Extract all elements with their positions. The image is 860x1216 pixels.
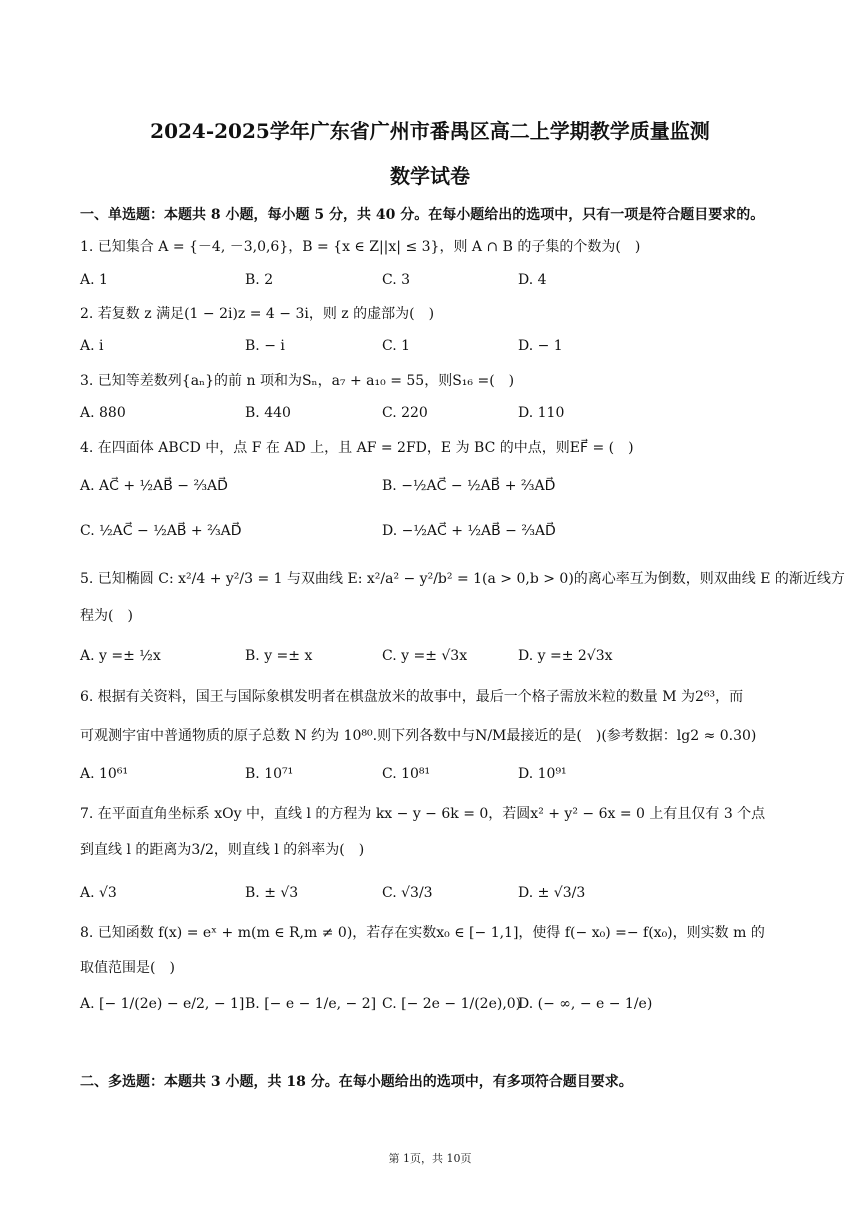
question-7-option-d[interactable]: D. ± √3/3: [518, 885, 586, 901]
question-7-option-a[interactable]: A. √3: [80, 885, 117, 901]
question-4-option-b[interactable]: B. −½AC⃗ − ½AB⃗ + ⅔AD⃗: [382, 478, 556, 494]
question-2-option-b[interactable]: B. − i: [245, 338, 285, 354]
question-3-option-b[interactable]: B. 440: [245, 405, 291, 421]
question-6-option-b[interactable]: B. 10⁷¹: [245, 766, 294, 782]
question-4-option-d[interactable]: D. −½AC⃗ + ½AB⃗ − ⅔AD⃗: [382, 523, 556, 539]
question-8-stem-continued: 取值范围是( ): [80, 960, 175, 976]
question-8-option-b[interactable]: B. [− e − 1/e, − 2]: [245, 996, 377, 1012]
question-7-stem: 7. 在平面直角坐标系 xOy 中，直线 l 的方程为 kx − y − 6k = 0，若圆x² + y² − 6x = 0 上有且仅有 3 个点: [80, 806, 766, 822]
question-8-option-c[interactable]: C. [− 2e − 1/(2e),0): [382, 996, 522, 1012]
question-1-stem: 1. 已知集合 A = {－4, －3,0,6}，B = {x ∈ Z||x| ≤ 3}，则 A ∩ B 的子集的个数为( ): [80, 239, 641, 255]
question-6-option-a[interactable]: A. 10⁶¹: [80, 766, 129, 782]
page-title: 2024-2025学年广东省广州市番禺区高二上学期教学质量监测: [150, 119, 710, 143]
section-heading-single-choice: 一、单选题：本题共 8 小题，每小题 5 分，共 40 分。在每小题给出的选项中，只有一项是符合题目要求的。: [80, 207, 765, 223]
question-4-option-a[interactable]: A. AC⃗ + ½AB⃗ − ⅔AD⃗: [80, 478, 228, 494]
question-5-option-d[interactable]: D. y =± 2√3x: [518, 648, 613, 664]
question-7-option-c[interactable]: C. √3/3: [382, 885, 433, 901]
section-heading-multiple-choice: 二、多选题：本题共 3 小题，共 18 分。在每小题给出的选项中，有多项符合题目要求。: [80, 1074, 633, 1090]
question-3-stem: 3. 已知等差数列{aₙ}的前 n 项和为Sₙ，a₇ + a₁₀ = 55，则S₁₆ =( ): [80, 373, 515, 389]
question-6-stem: 6. 根据有关资料，国王与国际象棋发明者在棋盘放米的故事中，最后一个格子需放米粒的数量 M 为2⁶³，而: [80, 689, 744, 705]
question-6-stem-continued: 可观测宇宙中普通物质的原子总数 N 约为 10⁸⁰.则下列各数中与N/M最接近的是( )(参考数据：lg2 ≈ 0.30): [80, 728, 757, 744]
page-subtitle: 数学试卷: [390, 164, 470, 188]
question-4-stem: 4. 在四面体 ABCD 中，点 F 在 AD 上，且 AF = 2FD，E 为 BC 的中点，则EF⃗ = ( ): [80, 440, 634, 456]
question-1-option-a[interactable]: A. 1: [80, 272, 108, 288]
question-5-option-a[interactable]: A. y =± ½x: [80, 648, 161, 664]
question-3-option-d[interactable]: D. 110: [518, 405, 565, 421]
page-number-footer: 第 1页，共 10页: [388, 1152, 472, 1165]
question-8-stem: 8. 已知函数 f(x) = eˣ + m(m ∈ R,m ≠ 0)，若存在实数x₀ ∈ [− 1,1]，使得 f(− x₀) =− f(x₀)，则实数 m 的: [80, 925, 765, 941]
question-3-option-c[interactable]: C. 220: [382, 405, 428, 421]
question-7-option-b[interactable]: B. ± √3: [245, 885, 299, 901]
question-1-option-c[interactable]: C. 3: [382, 272, 411, 288]
question-5-stem-continued: 程为( ): [80, 608, 133, 624]
question-5-option-c[interactable]: C. y =± √3x: [382, 648, 468, 664]
question-1-option-d[interactable]: D. 4: [518, 272, 547, 288]
question-2-option-a[interactable]: A. i: [80, 338, 104, 354]
question-8-option-d[interactable]: D. (− ∞, − e − 1/e): [518, 996, 653, 1012]
question-1-option-b[interactable]: B. 2: [245, 272, 274, 288]
question-4-option-c[interactable]: C. ½AC⃗ − ½AB⃗ + ⅔AD⃗: [80, 523, 242, 539]
question-2-option-d[interactable]: D. − 1: [518, 338, 563, 354]
question-5-option-b[interactable]: B. y =± x: [245, 648, 313, 664]
question-3-option-a[interactable]: A. 880: [80, 405, 126, 421]
question-7-stem-continued: 到直线 l 的距离为3/2，则直线 l 的斜率为( ): [80, 842, 365, 858]
question-5-stem: 5. 已知椭圆 C: x²/4 + y²/3 = 1 与双曲线 E: x²/a² − y²/b² = 1(a > 0,b > 0)的离心率互为倒数，则双曲线 E 的渐近线方: [80, 571, 845, 587]
question-6-option-d[interactable]: D. 10⁹¹: [518, 766, 567, 782]
question-2-stem: 2. 若复数 z 满足(1 − 2i)z = 4 − 3i，则 z 的虚部为( ): [80, 306, 435, 322]
question-6-option-c[interactable]: C. 10⁸¹: [382, 766, 431, 782]
question-8-option-a[interactable]: A. [− 1/(2e) − e/2, − 1]: [80, 996, 245, 1012]
question-2-option-c[interactable]: C. 1: [382, 338, 411, 354]
